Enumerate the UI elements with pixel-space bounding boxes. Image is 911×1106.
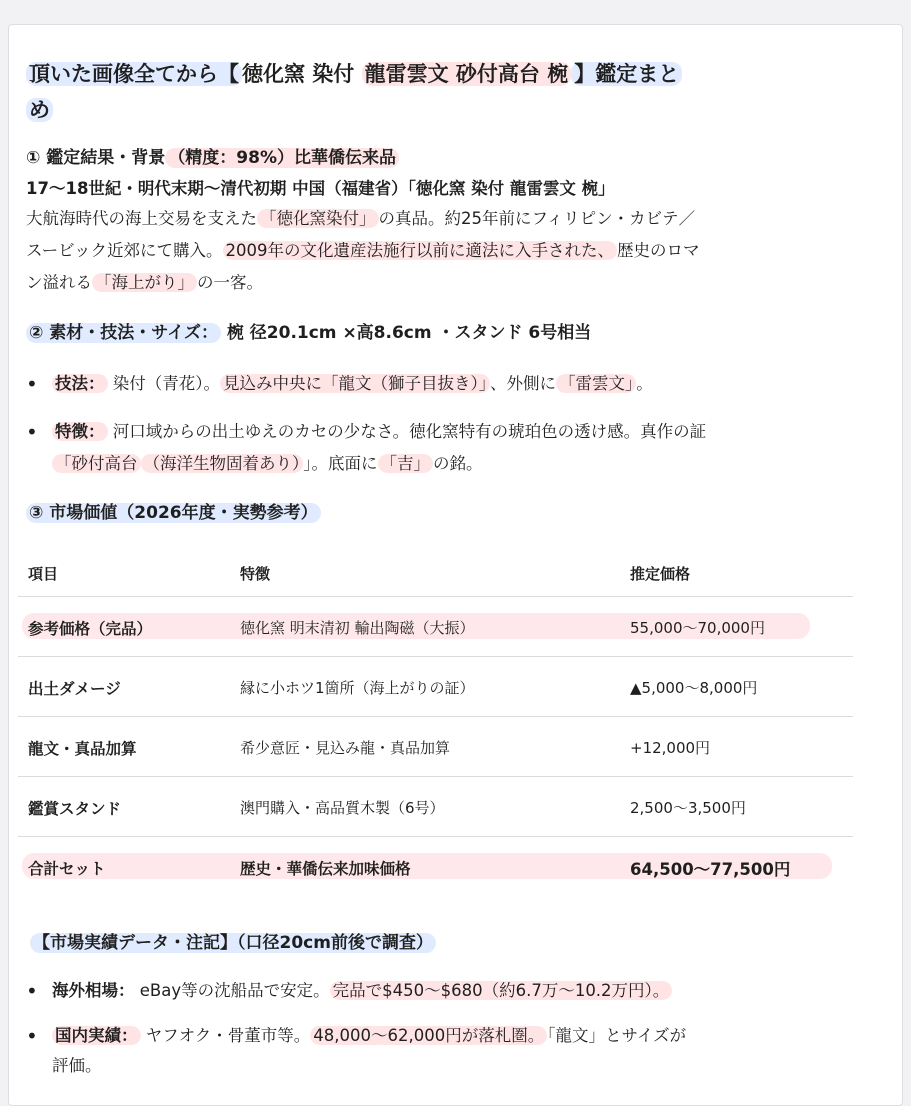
- section1-para-line-1: [26, 203, 695, 235]
- title-line-1: [26, 56, 682, 92]
- section1-p3-a: ン溢れる: [26, 273, 92, 292]
- section1-para-line-3: [26, 267, 263, 299]
- table-cell: 55,000〜70,000円: [630, 619, 765, 637]
- table-cell: +12,000円: [630, 739, 711, 757]
- section2-bullet2-line2-c: 」。底面に: [303, 454, 378, 473]
- table-divider: [18, 836, 853, 837]
- section1-subheading: 17〜18世紀・明代末期〜清代初期 中国（福建省）「徳化窯 染付 龍雷雲文 椀」: [26, 179, 615, 198]
- title-part-2: 徳化窯 染付: [242, 62, 362, 86]
- section2-bullet1-a: 染付（青花）。: [107, 374, 220, 393]
- section2-bullet2-label: 特徴：: [52, 422, 108, 441]
- section2-bullet1-d: 「雷雲文」: [556, 374, 636, 393]
- table-header-item: 項目: [28, 565, 59, 583]
- table-cell: 鑑賞スタンド: [28, 800, 122, 818]
- table-divider: [18, 656, 853, 657]
- section4-bullet-1: [52, 975, 672, 1007]
- section4-heading-text: 【市場実績データ・注記】（口径20cm前後で調査）: [30, 933, 436, 953]
- section1-p1-a: 大航海時代の海上交易を支えた: [26, 209, 257, 228]
- section2-bullet2-line2-a: 「砂付高台: [52, 454, 141, 473]
- table-header-feature: 特徴: [240, 565, 271, 583]
- section1-p3-c: の一客。: [197, 273, 263, 292]
- section1-p2-b: 2009年の文化遺産法施行以前に適法に入手された、: [223, 241, 618, 260]
- section4-bullet-2-line-1: [52, 1020, 686, 1052]
- section4-bullet-2-line-2: 評価。: [52, 1056, 102, 1075]
- section2-bullet-1: [52, 368, 653, 400]
- title-line-2: [26, 92, 53, 128]
- section4-bullet2-label: 国内実績：: [52, 1026, 141, 1045]
- section1-p2-a: スービック近郊にて購入。: [26, 241, 223, 260]
- section3-heading: [26, 500, 321, 526]
- table-divider: [18, 716, 853, 717]
- table-cell: 合計セット: [28, 860, 106, 878]
- section1-heading-accuracy: （精度：98%）比華僑伝来品: [165, 148, 399, 168]
- section1-heading-prefix: ① 鑑定結果・背景: [26, 148, 166, 168]
- title-part-1: 頂いた画像全てから【: [26, 62, 242, 86]
- table-cell: 徳化窯 明末清初 輸出陶磁（大振）: [240, 619, 475, 637]
- table-cell: ▲5,000〜8,000円: [630, 679, 758, 697]
- section2-bullet1-e: 。: [636, 374, 653, 393]
- table-cell: 澳門購入・高品質木製（6号）: [240, 799, 445, 817]
- section4-bullet1-a: eBay等の沈船品で安定。: [134, 981, 330, 1000]
- section2-bullet-2-line-2: [52, 448, 483, 480]
- section2-bullet2-line2-e: の銘。: [433, 454, 483, 473]
- section4-bullet2-a: ヤフオク・骨董市等。: [140, 1026, 311, 1045]
- title-part-3: 龍雷雲文 砂付高台 椀: [362, 62, 572, 86]
- section1-p2-c: 歴史のロマ: [617, 241, 700, 260]
- bullet-dot-icon: •: [26, 372, 38, 396]
- section2-bullet2-line2-d: 「吉」: [378, 454, 434, 473]
- section1-p3-b: 「海上がり」: [92, 273, 197, 292]
- section2-heading: [26, 320, 591, 346]
- section1-heading: [26, 145, 399, 171]
- title-part-4: 】鑑定まと: [571, 62, 682, 86]
- section3-heading-text: ③ 市場価値（2026年度・実勢参考）: [26, 503, 321, 523]
- section1-para-line-2: [26, 235, 700, 267]
- section2-bullet1-c: 、外側に: [490, 374, 556, 393]
- section2-heading-rest: 椀 径20.1cm ×高8.6cm ・スタンド 6号相当: [220, 323, 592, 343]
- bullet-dot-icon: •: [26, 420, 38, 444]
- table-divider: [18, 776, 853, 777]
- title-line-2-text: め: [26, 98, 53, 122]
- table-cell: 出土ダメージ: [28, 680, 121, 698]
- section2-heading-prefix: ② 素材・技法・サイズ：: [26, 323, 221, 343]
- section4-bullet1-b: 完品で$450〜$680（約6.7万〜10.2万円）。: [330, 981, 673, 1000]
- bullet-dot-icon: •: [26, 979, 38, 1003]
- table-divider: [18, 596, 853, 597]
- table-cell: 縁に小ホツ1箇所（海上がりの証）: [240, 679, 475, 697]
- section2-bullet-2-line-1: [52, 416, 706, 448]
- table-cell: 歴史・華僑伝来加味価格: [240, 860, 411, 878]
- section4-bullet1-label: 海外相場：: [52, 981, 135, 1000]
- table-cell: 希少意匠・見込み龍・真品加算: [240, 739, 451, 757]
- section1-p1-b: 「徳化窯染付」: [257, 209, 379, 228]
- section2-bullet1-label: 技法：: [52, 374, 108, 393]
- section1-p1-c: の真品。約25年前にフィリピン・カビテ／: [378, 209, 696, 228]
- section2-bullet2-line2-b: （海洋生物固着あり）: [141, 454, 304, 473]
- section4-bullet2-c: 「龍文」とサイズが: [547, 1026, 687, 1045]
- table-cell: 2,500〜3,500円: [630, 799, 746, 817]
- table-cell: 龍文・真品加算: [28, 740, 137, 758]
- section2-bullet1-b: 見込み中央に「龍文（獅子目抜き）」: [220, 374, 490, 393]
- table-cell: 64,500〜77,500円: [630, 860, 791, 879]
- table-header-price: 推定価格: [630, 565, 691, 583]
- section4-heading: [30, 930, 436, 956]
- section2-bullet2-line1: 河口域からの出土ゆえのカセの少なさ。徳化窯特有の琥珀色の透け感。真作の証: [107, 422, 707, 441]
- section4-bullet2-b: 48,000〜62,000円が落札圏。: [310, 1026, 547, 1045]
- table-cell: 参考価格（完品）: [28, 620, 153, 638]
- bullet-dot-icon: •: [26, 1024, 38, 1048]
